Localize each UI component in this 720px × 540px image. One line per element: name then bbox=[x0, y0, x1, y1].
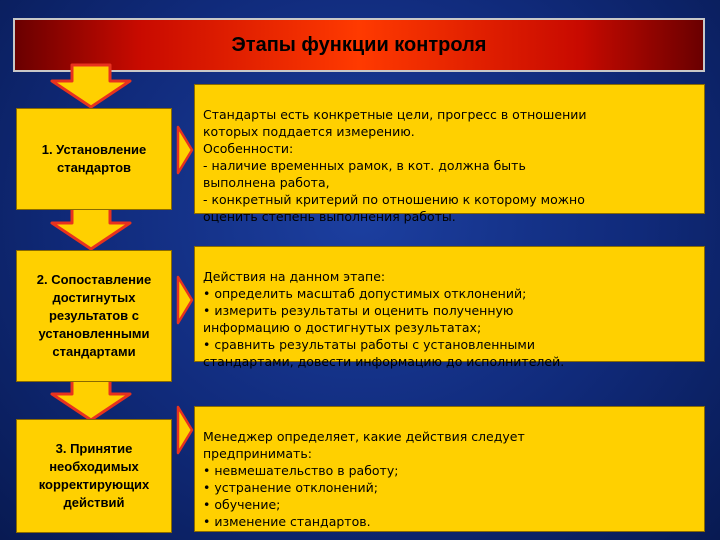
right-arrow-1-icon bbox=[176, 125, 194, 175]
stage-label-1: 1. Установление стандартов bbox=[41, 142, 147, 175]
right-arrow-2-icon bbox=[176, 275, 194, 325]
down-arrow-2-icon bbox=[50, 205, 132, 251]
stage-label-2: 2. Сопоставление достигнутых результатов с установленными стандартами bbox=[36, 272, 152, 359]
description-box-3 bbox=[194, 406, 705, 532]
stage-box-1 bbox=[16, 108, 172, 210]
right-arrow-3-icon bbox=[176, 405, 194, 455]
description-box-1 bbox=[194, 84, 705, 224]
description-text-1: Стандарты есть конкретные цели, прогресс в отношении которых поддается измерению. Особенности: - наличие временных рамок, в кот. должна быть выполнена работа, - конкретный критерий по отношению к которому можно оценить степень выполнения работы. bbox=[203, 107, 587, 224]
stage-label-3: 3. Принятие необходимых корректирующих действий bbox=[38, 441, 150, 510]
stage-box-3 bbox=[16, 419, 172, 533]
description-text-2: Действия на данном этапе: • определить масштаб допустимых отклонений; • измерить результаты и оценить полученную информацию о достигнутых результатах; • сравнить результаты работы с установленными стандартами, довести информацию до исполнителей. bbox=[203, 269, 565, 369]
down-arrow-3-icon bbox=[50, 376, 132, 422]
down-arrow-1-icon bbox=[50, 63, 132, 109]
stage-box-2 bbox=[16, 250, 172, 382]
page-title: Этапы функции контроля bbox=[231, 33, 487, 56]
description-box-2 bbox=[194, 246, 705, 369]
description-text-3: Менеджер определяет, какие действия следует предпринимать: • невмешательство в работу; • устранение отклонений; • обучение; • изменение стандартов. bbox=[203, 429, 525, 529]
